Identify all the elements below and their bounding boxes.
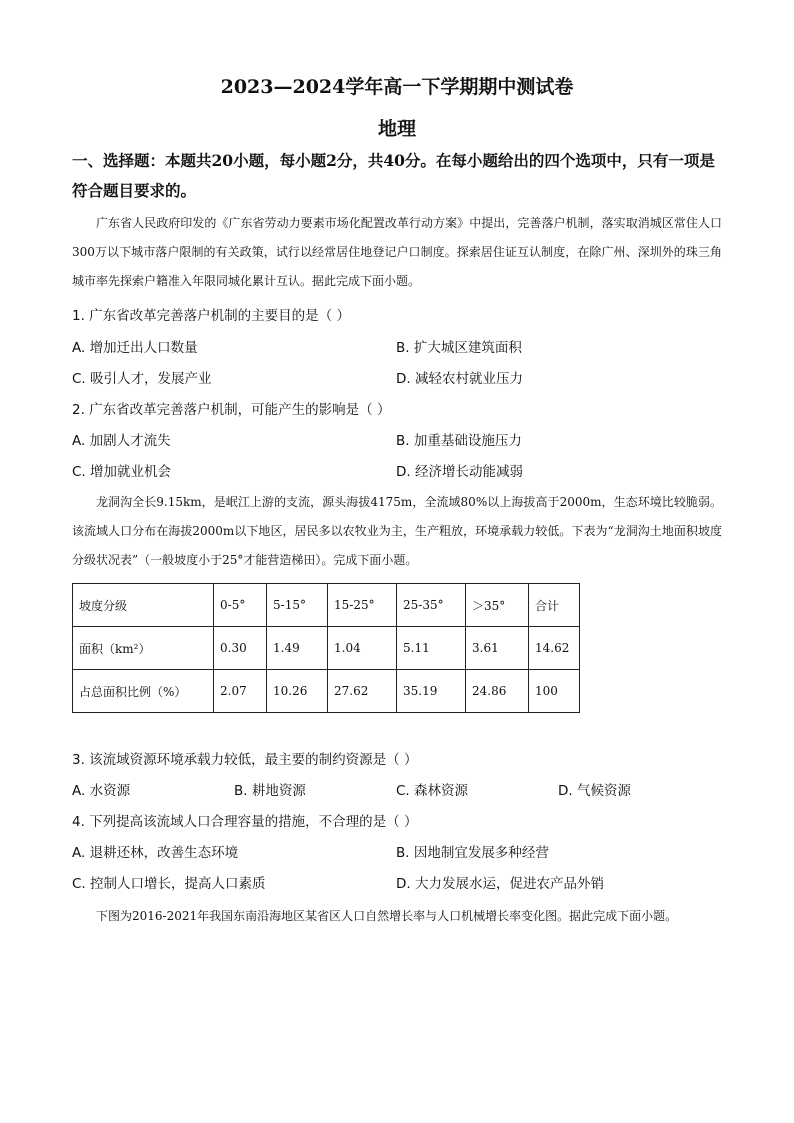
question-2-option-c[interactable]: C. 增加就业机会 <box>72 464 172 480</box>
table-cell: 1.49 <box>267 627 328 670</box>
slope-table <box>72 583 580 713</box>
passage-2: 龙洞沟全长9.15km，是岷江上游的支流，源头海拔4175m，全流域80%以上海拔高于2000m，生态环境比较脆弱。该流域人口分布在海拔2000m以下地区，居民多以农牧业为主，生产粗放，环境承载力较低。下表为“龙洞沟土地面积坡度分级状况表”（一般坡度小于25°才能营造梯田）。完成下面小题。 <box>72 495 722 567</box>
table-cell: 10.26 <box>267 670 328 713</box>
table-cell: 0-5° <box>214 584 267 627</box>
table-cell: 占总面积比例（%） <box>73 670 214 713</box>
table-row <box>73 670 580 713</box>
table-cell: 3.61 <box>466 627 529 670</box>
question-2-option-b[interactable]: B. 加重基础设施压力 <box>396 433 522 449</box>
question-2-option-d[interactable]: D. 经济增长动能减弱 <box>396 464 523 480</box>
table-cell: 5-15° <box>267 584 328 627</box>
table-cell: 15-25° <box>328 584 397 627</box>
question-1-option-a[interactable]: A. 增加迁出人口数量 <box>72 340 198 356</box>
passage-3: 下图为2016-2021年我国东南沿海地区某省区人口自然增长率与人口机械增长率变化图。据此完成下面小题。 <box>96 909 678 923</box>
table-cell: 100 <box>529 670 580 713</box>
question-4-option-b[interactable]: B. 因地制宜发展多种经营 <box>396 845 549 861</box>
question-3-option-b[interactable]: B. 耕地资源 <box>234 783 306 799</box>
section-heading: 一、选择题：本题共20小题，每小题2分，共40分。在每小题给出的四个选项中，只有一项是符合题目要求的。 <box>72 151 715 200</box>
table-cell: 24.86 <box>466 670 529 713</box>
table-cell: 1.04 <box>328 627 397 670</box>
question-2-stem: 2. 广东省改革完善落户机制，可能产生的影响是（ ） <box>72 402 391 418</box>
table-cell: 面积（km²） <box>73 627 214 670</box>
question-1-option-b[interactable]: B. 扩大城区建筑面积 <box>396 340 522 356</box>
question-1-option-d[interactable]: D. 减轻农村就业压力 <box>396 371 523 387</box>
table-cell: 14.62 <box>529 627 580 670</box>
question-3-stem: 3. 该流域资源环境承载力较低，最主要的制约资源是（ ） <box>72 752 418 768</box>
table-cell: 35.19 <box>397 670 466 713</box>
table-cell: 合计 <box>529 584 580 627</box>
question-3-option-c[interactable]: C. 森林资源 <box>396 783 469 799</box>
question-4-option-d[interactable]: D. 大力发展水运，促进农产品外销 <box>396 876 604 892</box>
table-cell: 27.62 <box>328 670 397 713</box>
question-3-option-a[interactable]: A. 水资源 <box>72 783 131 799</box>
table-cell: ＞35° <box>466 584 529 627</box>
question-4-option-c[interactable]: C. 控制人口增长，提高人口素质 <box>72 876 266 892</box>
subject-title: 地理 <box>377 118 416 140</box>
table-cell: 坡度分级 <box>73 584 214 627</box>
question-2-option-a[interactable]: A. 加剧人才流失 <box>72 433 171 449</box>
passage-1: 广东省人民政府印发的《广东省劳动力要素市场化配置改革行动方案》中提出，完善落户机制，落实取消城区常住人口300万以下城市落户限制的有关政策，试行以经常居住地登记户口制度。探索居住证互认制度，在除广州、深圳外的珠三角城市率先探索户籍准入年限同城化累计互认。据此完成下面小题。 <box>72 216 722 288</box>
exam-title: 2023—2024学年高一下学期期中测试卷 <box>220 76 574 98</box>
table-cell: 5.11 <box>397 627 466 670</box>
question-1-stem: 1. 广东省改革完善落户机制的主要目的是（ ） <box>72 308 350 324</box>
table-cell: 25-35° <box>397 584 466 627</box>
question-4-option-a[interactable]: A. 退耕还林，改善生态环境 <box>72 845 239 861</box>
table-row <box>73 584 580 627</box>
table-cell: 0.30 <box>214 627 267 670</box>
table-row <box>73 627 580 670</box>
question-4-stem: 4. 下列提高该流域人口合理容量的措施，不合理的是（ ） <box>72 814 418 830</box>
table-cell: 2.07 <box>214 670 267 713</box>
question-3-option-d[interactable]: D. 气候资源 <box>558 783 631 799</box>
question-1-option-c[interactable]: C. 吸引人才，发展产业 <box>72 371 212 387</box>
